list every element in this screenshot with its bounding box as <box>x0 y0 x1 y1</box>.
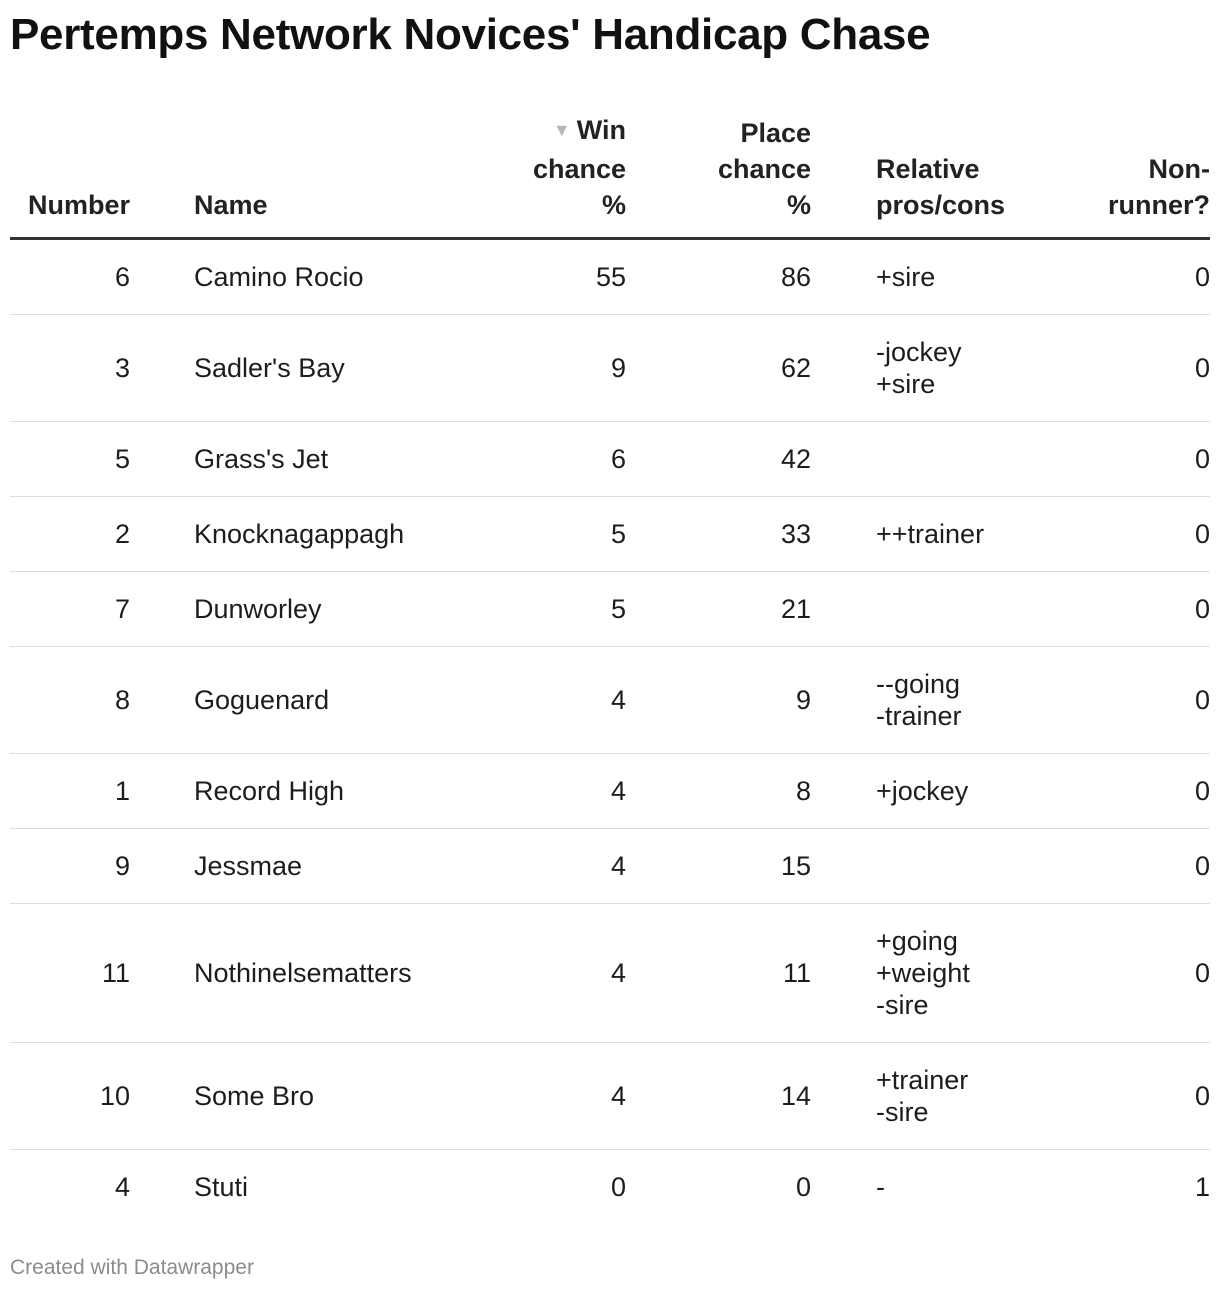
cell-relative-pros-cons <box>811 829 1056 904</box>
cell-place-chance: 33 <box>626 497 811 572</box>
cell-number: 4 <box>114 1172 130 1202</box>
cell-name: Knocknagappagh <box>130 497 480 572</box>
cell-relative-pros-cons <box>811 904 1056 1043</box>
cell-win-chance: 4 <box>480 904 626 1043</box>
table-row <box>10 904 1210 1043</box>
table-row <box>10 497 1210 572</box>
table-row <box>10 422 1210 497</box>
pros-cons-item: +jockey <box>876 776 969 806</box>
cell-relative-pros-cons <box>811 315 1056 422</box>
cell-name: Goguenard <box>130 647 480 754</box>
header-win-chance[interactable]: ▼ Win chance % <box>480 112 626 239</box>
table-row <box>10 315 1210 422</box>
cell-place-chance: 21 <box>626 572 811 647</box>
table-row <box>10 647 1210 754</box>
cell-place-chance: 86 <box>626 239 811 315</box>
header-non-runner[interactable]: Non- runner? <box>1056 112 1210 239</box>
pros-cons-item: -sire <box>876 990 929 1020</box>
cell-number: 10 <box>10 1043 130 1150</box>
cell-non-runner: 0 <box>1056 1043 1210 1150</box>
cell-relative-pros-cons <box>811 1150 1056 1225</box>
pros-cons-item: +going <box>876 926 958 956</box>
pros-cons-item: - <box>876 1172 885 1202</box>
cell-relative-pros-cons <box>811 1043 1056 1150</box>
results-table <box>10 112 1210 1224</box>
cell-win-chance: 6 <box>480 422 626 497</box>
sort-descending-icon: ▼ <box>552 120 571 140</box>
header-row <box>10 112 1210 239</box>
cell-place-chance: 0 <box>795 1172 811 1202</box>
cell-win-chance: 0 <box>610 1172 626 1202</box>
cell-number: 9 <box>10 829 130 904</box>
table-body <box>10 239 1210 1225</box>
cell-non-runner: 0 <box>1056 422 1210 497</box>
cell-non-runner: 1 <box>1194 1172 1210 1202</box>
chart-title: Pertemps Network Novices' Handicap Chase <box>10 10 931 59</box>
cell-number: 6 <box>10 239 130 315</box>
cell-place-chance: 8 <box>626 754 811 829</box>
table-row <box>10 829 1210 904</box>
cell-number: 1 <box>10 754 130 829</box>
table-row <box>10 1043 1210 1150</box>
pros-cons-item: -trainer <box>876 701 962 731</box>
cell-win-chance: 4 <box>480 647 626 754</box>
footer-credit: Created with Datawrapper <box>10 1256 254 1279</box>
table-row <box>10 1150 1210 1225</box>
cell-win-chance: 4 <box>480 754 626 829</box>
cell-non-runner: 0 <box>1056 829 1210 904</box>
cell-place-chance: 11 <box>626 904 811 1043</box>
cell-number: 8 <box>10 647 130 754</box>
cell-relative-pros-cons <box>811 647 1056 754</box>
cell-name: Jessmae <box>130 829 480 904</box>
cell-win-chance: 5 <box>480 572 626 647</box>
cell-relative-pros-cons <box>811 754 1056 829</box>
cell-win-chance: 4 <box>480 829 626 904</box>
table-row <box>10 754 1210 829</box>
pros-cons-item: +sire <box>876 262 936 292</box>
cell-win-chance: 5 <box>480 497 626 572</box>
cell-win-chance: 55 <box>480 239 626 315</box>
cell-number: 11 <box>10 904 130 1043</box>
pros-cons-item: +trainer <box>876 1065 969 1095</box>
cell-place-chance: 42 <box>626 422 811 497</box>
cell-win-chance: 4 <box>480 1043 626 1150</box>
cell-non-runner: 0 <box>1056 572 1210 647</box>
header-place-chance[interactable]: Place chance % <box>626 112 811 239</box>
cell-name: Stuti <box>194 1172 249 1202</box>
pros-cons-item: +sire <box>876 369 936 399</box>
cell-non-runner: 0 <box>1056 647 1210 754</box>
cell-relative-pros-cons <box>811 497 1056 572</box>
cell-relative-pros-cons <box>811 422 1056 497</box>
cell-relative-pros-cons <box>811 572 1056 647</box>
cell-place-chance: 9 <box>626 647 811 754</box>
cell-relative-pros-cons <box>811 239 1056 315</box>
table-row <box>10 239 1210 315</box>
cell-place-chance: 15 <box>626 829 811 904</box>
table-row <box>10 572 1210 647</box>
cell-non-runner: 0 <box>1056 239 1210 315</box>
pros-cons-item: -sire <box>876 1097 929 1127</box>
pros-cons-item: -jockey <box>876 337 962 367</box>
cell-name: Grass's Jet <box>130 422 480 497</box>
cell-place-chance: 62 <box>626 315 811 422</box>
pros-cons-item: ++trainer <box>876 519 985 549</box>
cell-name: Nothinelsematters <box>130 904 480 1043</box>
cell-name: Dunworley <box>130 572 480 647</box>
cell-name: Some Bro <box>130 1043 480 1150</box>
header-relative-pros-cons[interactable]: Relative pros/cons <box>811 112 1056 239</box>
cell-name: Sadler's Bay <box>130 315 480 422</box>
cell-win-chance: 9 <box>480 315 626 422</box>
header-name[interactable]: Name <box>130 112 480 239</box>
cell-non-runner: 0 <box>1056 754 1210 829</box>
pros-cons-item: +weight <box>876 958 970 988</box>
cell-number: 5 <box>10 422 130 497</box>
cell-number: 7 <box>10 572 130 647</box>
header-number[interactable]: Number <box>10 112 130 239</box>
cell-number: 2 <box>10 497 130 572</box>
cell-name: Record High <box>130 754 480 829</box>
cell-non-runner: 0 <box>1056 497 1210 572</box>
cell-place-chance: 14 <box>626 1043 811 1150</box>
cell-non-runner: 0 <box>1056 315 1210 422</box>
cell-name: Camino Rocio <box>130 239 480 315</box>
cell-number: 3 <box>10 315 130 422</box>
cell-non-runner: 0 <box>1056 904 1210 1043</box>
pros-cons-item: --going <box>876 669 961 699</box>
